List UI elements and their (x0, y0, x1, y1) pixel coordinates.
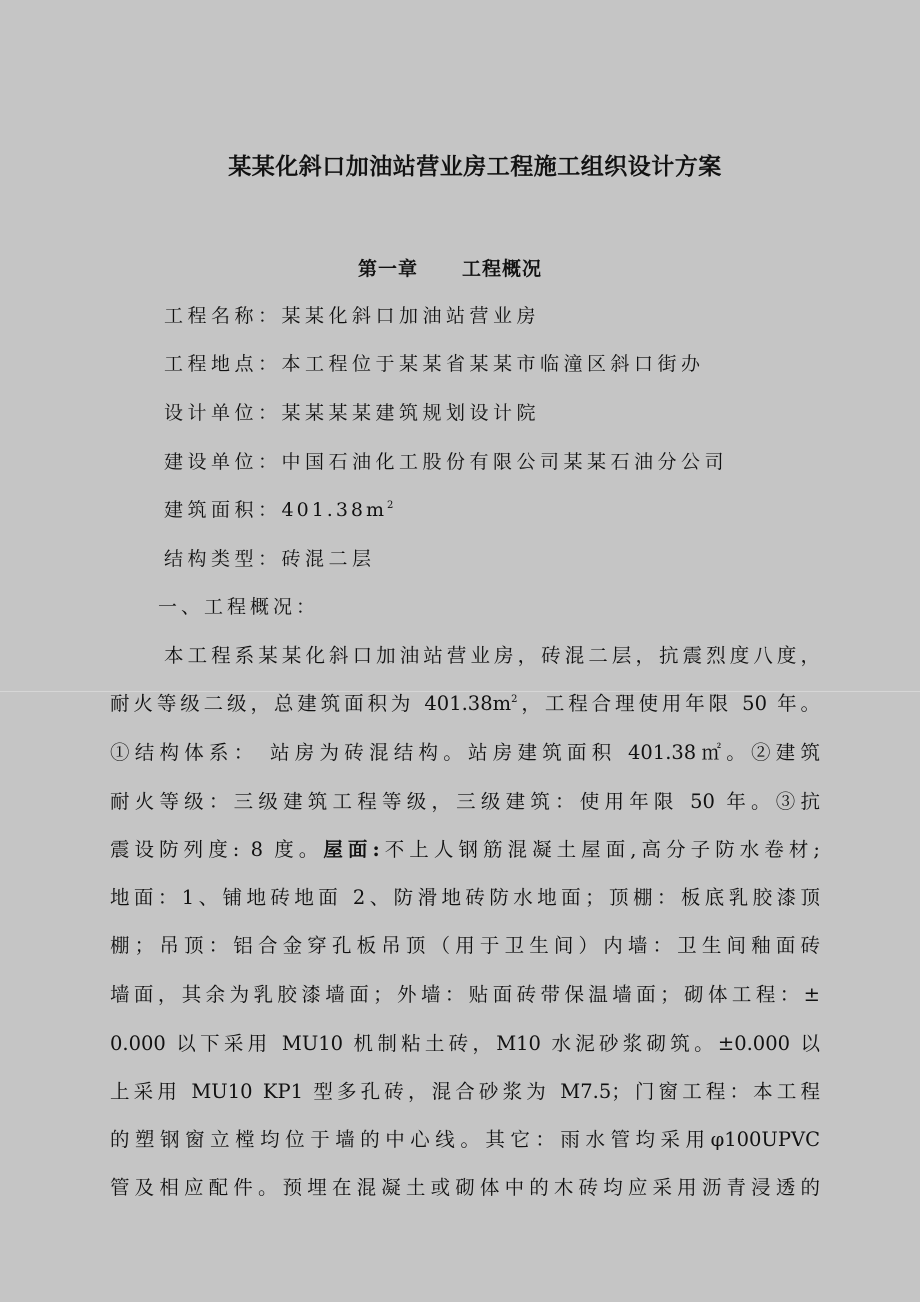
info-label: 工程地点： (164, 353, 282, 375)
info-project-name (164, 301, 540, 328)
line-text: 不上人钢筋混凝土屋面,高分子防水卷材; (379, 838, 820, 861)
paragraph-line: 0.000 以下采用 MU10 机制粘土砖，M10 水泥砂浆砌筑。±0.000 以 (110, 1032, 820, 1055)
chapter-number: 第一章 (358, 258, 419, 280)
paragraph-line: 墙面，其余为乳胶漆墙面；外墙：贴面砖带保温墙面；砌体工程：± (110, 983, 820, 1006)
line-text: 耐火等级二级，总建筑面积为 401.38m (110, 692, 512, 715)
info-construction-unit (164, 447, 728, 474)
info-label: 结构类型： (164, 548, 282, 570)
info-value: 401.38m (281, 499, 388, 521)
paragraph-line (110, 688, 820, 716)
info-project-location (164, 349, 705, 376)
paragraph-line: ①结构体系： 站房为砖混结构。站房建筑面积 401.38㎡。②建筑 (110, 741, 820, 764)
paragraph-line: 耐火等级：三级建筑工程等级，三级建筑：使用年限 50 年。③抗 (110, 790, 820, 813)
section-heading: 一、工程概况： (158, 596, 320, 618)
paragraph-line: 的塑钢窗立樘均位于墙的中心线。其它：雨水管均采用φ100UPVC (110, 1128, 820, 1151)
info-label: 工程名称： (164, 305, 282, 327)
document-title: 某某化斜口加油站营业房工程施工组织设计方案 (228, 153, 722, 180)
paragraph-line: 本工程系某某化斜口加油站营业房，砖混二层，抗震烈度八度， (164, 644, 820, 667)
info-building-area (164, 495, 396, 522)
info-value: 砖混二层 (281, 548, 376, 570)
info-value: 中国石油化工股份有限公司某某石油分公司 (281, 451, 729, 473)
info-value-superscript: 2 (387, 500, 397, 511)
paragraph-line: 棚；吊顶：铝合金穿孔板吊顶（用于卫生间）内墙：卫生间釉面砖 (110, 934, 820, 957)
paragraph-line: 管及相应配件。预埋在混凝土或砌体中的木砖均应采用沥青浸透的 (110, 1176, 820, 1199)
info-design-unit (164, 398, 540, 425)
info-structure-type (164, 544, 376, 571)
info-label: 建筑面积： (164, 499, 282, 521)
paragraph-line: 地面：1、铺地砖地面 2、防滑地砖防水地面；顶棚：板底乳胶漆顶 (110, 886, 820, 909)
paragraph-line (110, 834, 820, 862)
chapter-name: 工程概况 (462, 258, 543, 280)
info-value: 某某某某建筑规划设计院 (281, 402, 541, 424)
line-text: ，工程合理使用年限 50 年。 (517, 692, 820, 715)
superscript: 2 (511, 694, 518, 705)
info-value: 本工程位于某某省某某市临潼区斜口街办 (281, 353, 705, 375)
chapter-heading (358, 254, 542, 281)
info-label: 建设单位： (164, 451, 282, 473)
paragraph-line: 上采用 MU10 KP1 型多孔砖，混合砂浆为 M7.5；门窗工程：本工程 (110, 1080, 820, 1103)
info-label: 设计单位： (164, 402, 282, 424)
bold-term: 屋面: (323, 838, 380, 861)
info-value: 某某化斜口加油站营业房 (281, 305, 541, 327)
line-text: 震设防列度: 8 度。 (110, 838, 324, 861)
